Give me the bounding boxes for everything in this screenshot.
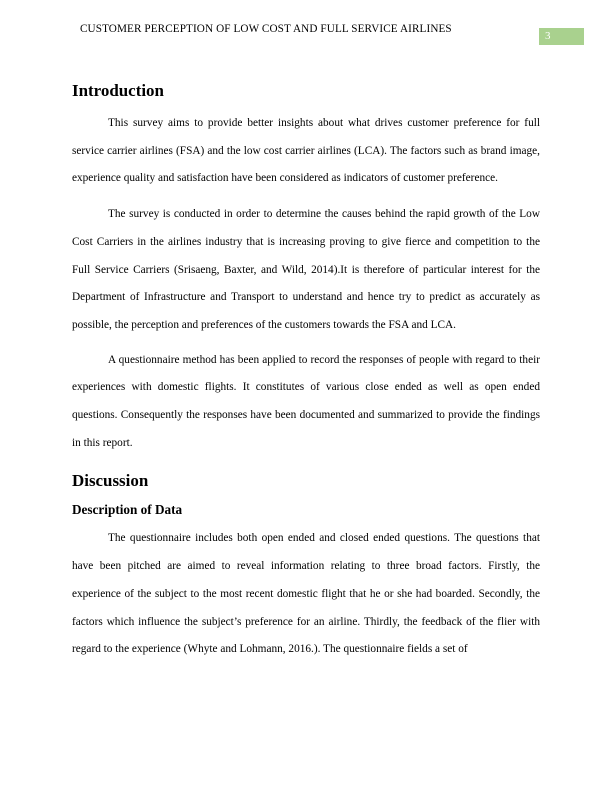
running-head: CUSTOMER PERCEPTION OF LOW COST AND FULL SERVICE AIRLINES (80, 23, 452, 35)
discussion-paragraph-1: The questionnaire includes both open ended and closed ended questions. The questions that have been pitched are aimed to reveal information relating to three broad factors. Firstly, the experience of the subject to the most recent domestic flight that he or she had boarded. Secondly, the factors which influence the subject’s preference for an airline. Thirdly, the feedback of the flier with regard to the experience (Whyte and Lohmann, 2016.). The questionnaire fields a set of (72, 532, 540, 656)
description-of-data-subheading: Description of Data (72, 502, 183, 518)
discussion-heading: Discussion (72, 471, 149, 491)
document-body (72, 82, 540, 664)
introduction-paragraph-3: A questionnaire method has been applied to record the responses of people with regard to their experiences with domestic flights. It constitutes of various close ended as well as open ended questions. Consequently the responses have been documented and summarized to provide the findings in this report. (72, 353, 540, 449)
introduction-paragraph-2: The survey is conducted in order to determine the causes behind the rapid growth of the Low Cost Carriers in the airlines industry that is increasing proving to give fierce and competition to the Full Service Carriers (Srisaeng, Baxter, and Wild, 2014).It is therefore of particular interest for the Department of Infrastructure and Transport to understand and hence try to predict as accurately as possible, the perception and preferences of the customers towards the FSA and LCA. (72, 208, 540, 331)
introduction-paragraph-1: This survey aims to provide better insights about what drives customer preference for full service carrier airlines (FSA) and the low cost carrier airlines (LCA). The factors such as brand image, experience quality and satisfaction have been considered as indicators of customer preference. (72, 117, 540, 185)
page-number-badge: 3 (539, 28, 584, 45)
introduction-heading: Introduction (72, 81, 164, 100)
